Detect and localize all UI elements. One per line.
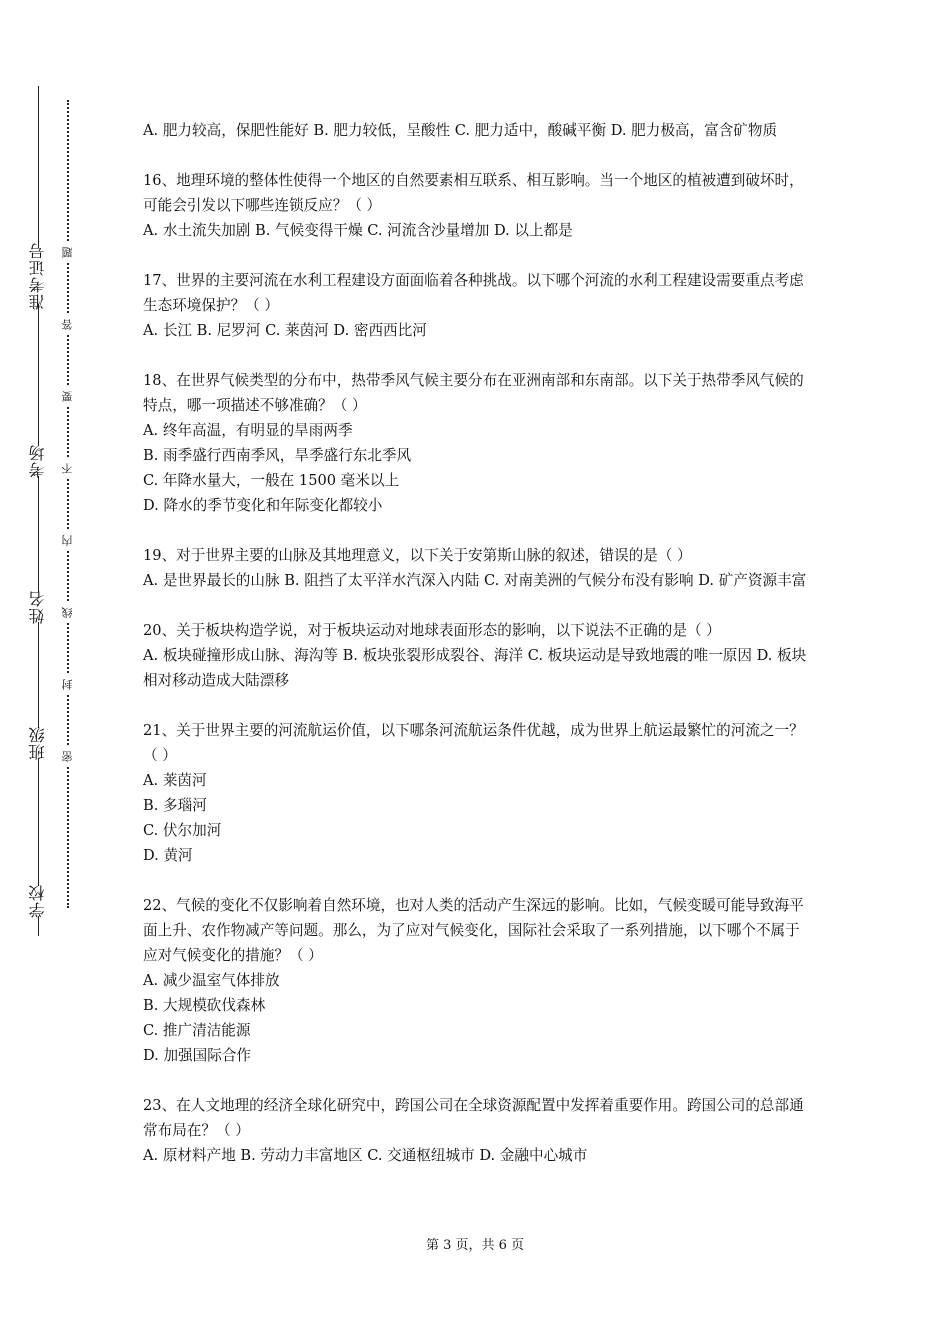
- question-stem: 16、地理环境的整体性使得一个地区的自然要素相互联系、相互影响。当一个地区的植被遭到破坏时，可能会引发以下哪些连锁反应？（ ）: [143, 172, 804, 214]
- option-c: C. 年降水量大，一般在 1500 毫米以上: [143, 472, 400, 489]
- seal-char: 要: [58, 386, 78, 406]
- seal-char: 不: [58, 458, 78, 478]
- question-options: A. 原材料产地 B. 劳动力丰富地区 C. 交通枢纽城市 D. 金融中心城市: [143, 1147, 588, 1164]
- field-name: 姓名: [21, 592, 55, 622]
- question-22: [143, 893, 811, 1068]
- option-c: C. 伏尔加河: [143, 822, 222, 839]
- option-a: A. 莱茵河: [143, 772, 207, 789]
- seal-char: 封: [58, 674, 78, 694]
- question-stem: 20、关于板块构造学说，对于板块运动对地球表面形态的影响，以下说法不正确的是（ ）: [143, 622, 721, 639]
- question-23: [143, 1093, 811, 1168]
- question-21: [143, 718, 811, 868]
- option-d: D. 黄河: [143, 847, 193, 864]
- option-b: B. 大规模砍伐森林: [143, 997, 266, 1014]
- binding-solid-line: [38, 86, 39, 936]
- question-options: A. 水土流失加剧 B. 气候变得干燥 C. 河流含沙量增加 D. 以上都是: [143, 222, 573, 239]
- question-stem: 22、气候的变化不仅影响着自然环境，也对人类的活动产生深远的影响。比如，气候变暖可能导致海平面上升、农作物减产等问题。那么，为了应对气候变化，国际社会采取了一系列措施，以下哪个不属于应对气候变化的措施？（ ）: [143, 897, 804, 964]
- question-16: [143, 168, 811, 243]
- option-d: D. 降水的季节变化和年际变化都较小: [143, 497, 383, 514]
- question-17: [143, 268, 811, 343]
- question-15-options: [143, 118, 811, 143]
- option-d: D. 加强国际合作: [143, 1047, 252, 1064]
- field-exam-id: 准考证号: [21, 248, 55, 304]
- question-options: A. 长江 B. 尼罗河 C. 莱茵河 D. 密西西比河: [143, 322, 427, 339]
- option-b: B. 雨季盛行西南季风，旱季盛行东北季风: [143, 447, 412, 464]
- field-class: 班级: [21, 728, 55, 758]
- question-18: [143, 368, 811, 518]
- option-a: A. 终年高温，有明显的旱雨两季: [143, 422, 353, 439]
- question-19: [143, 543, 811, 593]
- seal-char: 答: [58, 314, 78, 334]
- question-list: [143, 118, 811, 1193]
- option-a: A. 减少温室气体排放: [143, 972, 280, 989]
- option-b: B. 多瑙河: [143, 797, 207, 814]
- question-stem: 21、关于世界主要的河流航运价值，以下哪条河流航运条件优越，成为世界上航运最繁忙的河流之一？（ ）: [143, 722, 804, 764]
- binding-margin: [0, 0, 100, 1344]
- page-number: 第 3 页，共 6 页: [425, 1238, 525, 1253]
- seal-dotted-line: [67, 100, 69, 908]
- question-options: A. 是世界最长的山脉 B. 阻挡了太平洋水汽深入内陆 C. 对南美洲的气候分布没有影响 D. 矿产资源丰富: [143, 572, 807, 589]
- option-c: C. 推广清洁能源: [143, 1022, 251, 1039]
- question-stem: 19、对于世界主要的山脉及其地理意义，以下关于安第斯山脉的叙述，错误的是（ ）: [143, 547, 692, 564]
- seal-char: 题: [58, 242, 78, 262]
- seal-char: 密: [58, 746, 78, 766]
- question-20: [143, 618, 811, 693]
- question-options: A. 肥力较高，保肥性能好 B. 肥力较低，呈酸性 C. 肥力适中，酸碱平衡 D. 肥力极高，富含矿物质: [143, 122, 778, 139]
- question-stem: 17、世界的主要河流在水利工程建设方面面临着各种挑战。以下哪个河流的水利工程建设需要重点考虑生态环境保护？（ ）: [143, 272, 804, 314]
- question-stem: 23、在人文地理的经济全球化研究中，跨国公司在全球资源配置中发挥着重要作用。跨国公司的总部通常布局在？（ ）: [143, 1097, 804, 1139]
- seal-char: 线: [58, 602, 78, 622]
- field-exam-room: 考场: [21, 446, 55, 476]
- seal-char: 内: [58, 530, 78, 550]
- question-options: A. 板块碰撞形成山脉、海沟等 B. 板块张裂形成裂谷、海洋 C. 板块运动是导致地震的唯一原因 D. 板块相对移动造成大陆漂移: [143, 647, 807, 689]
- question-stem: 18、在世界气候类型的分布中，热带季风气候主要分布在亚洲南部和东南部。以下关于热带季风气候的特点，哪一项描述不够准确？（ ）: [143, 372, 804, 414]
- field-school: 学校: [21, 886, 55, 916]
